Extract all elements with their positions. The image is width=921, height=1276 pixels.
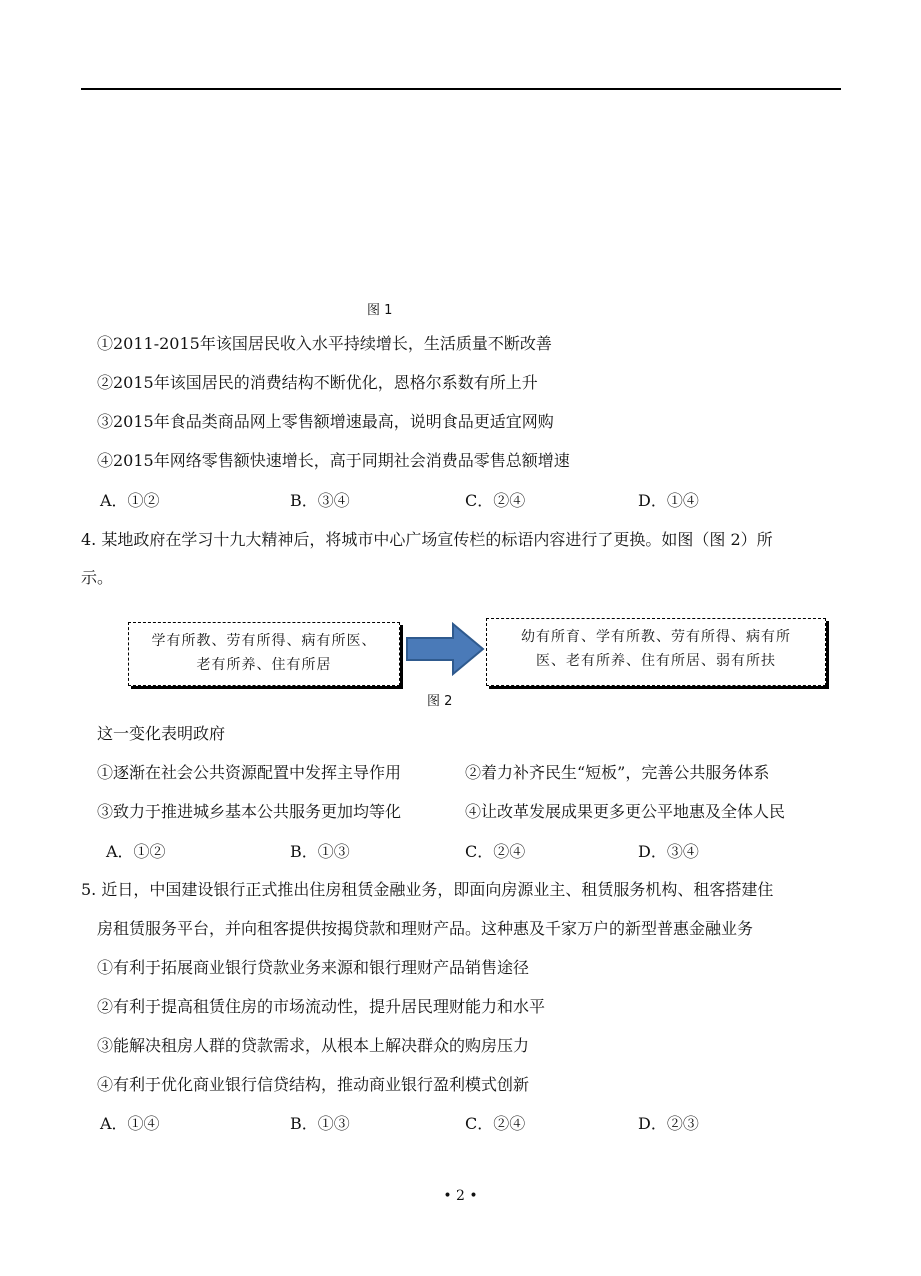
q4-option-c: C．②④: [465, 842, 526, 861]
q4-option-d: D．③④: [638, 842, 699, 861]
q3-statement-2: ②2015年该国居民的消费结构不断优化，恩格尔系数有所上升: [97, 373, 538, 392]
q4-statement-4: ④让改革发展成果更多更公平地惠及全体人民: [465, 802, 786, 821]
q4-statement-2: ②着力补齐民生“短板”，完善公共服务体系: [465, 763, 770, 782]
q3-statement-1: ①2011-2015年该国居民收入水平持续增长，生活质量不断改善: [97, 334, 552, 353]
q3-option-d: D．①④: [638, 491, 699, 510]
slogan-after-line-2: 医、老有所养、住有所居、弱有所扶: [536, 653, 776, 669]
q5-statement-4: ④有利于优化商业银行信贷结构，推动商业银行盈利模式创新: [97, 1075, 530, 1094]
q5-option-a: A．①④: [100, 1114, 160, 1133]
q3-option-a: A．①②: [100, 491, 160, 510]
q4-option-a: A．①②: [106, 842, 166, 861]
q3-option-c: C．②④: [465, 491, 526, 510]
header-rule: [81, 88, 841, 90]
q5-stem-line-1: 5. 近日，中国建设银行正式推出住房租赁金融业务，即面向房源业主、租赁服务机构、租客搭建住: [81, 880, 774, 899]
q4-statement-3: ③致力于推进城乡基本公共服务更加均等化: [97, 802, 402, 821]
q3-statement-3: ③2015年食品类商品网上零售额增速最高，说明食品更适宜网购: [97, 412, 554, 431]
slogan-before-line-2: 老有所养、住有所居: [196, 657, 332, 673]
right-arrow-icon: [405, 622, 485, 676]
page-number: • 2 •: [443, 1188, 478, 1204]
slogan-box-after: [486, 618, 826, 686]
q3-statement-4: ④2015年网络零售额快速增长，高于同期社会消费品零售总额增速: [97, 451, 570, 470]
q5-option-c: C．②④: [465, 1114, 526, 1133]
figure-1-caption: 图 1: [367, 303, 393, 318]
q5-option-d: D．②③: [638, 1114, 699, 1133]
figure-2-caption: 图 2: [427, 694, 453, 709]
q5-option-b: B．①③: [290, 1114, 350, 1133]
q3-option-b: B．③④: [290, 491, 350, 510]
q5-statement-2: ②有利于提高租赁住房的市场流动性，提升居民理财能力和水平: [97, 997, 546, 1016]
q5-stem-line-2: 房租赁服务平台，并向租客提供按揭贷款和理财产品。这种惠及千家万户的新型普惠金融业务: [97, 919, 754, 938]
slogan-before-line-1: 学有所教、劳有所得、病有所医、: [151, 633, 377, 649]
q4-lead: 这一变化表明政府: [97, 724, 226, 743]
q4-statement-1: ①逐渐在社会公共资源配置中发挥主导作用: [97, 763, 402, 782]
slogan-box-before: [128, 622, 400, 686]
q5-statement-3: ③能解决租房人群的贷款需求，从根本上解决群众的购房压力: [97, 1036, 530, 1055]
slogan-after-line-1: 幼有所育、学有所教、劳有所得、病有所: [521, 629, 791, 645]
q4-stem-line-1: 4. 某地政府在学习十九大精神后，将城市中心广场宣传栏的标语内容进行了更换。如图（图 2）所: [81, 530, 773, 549]
q4-option-b: B．①③: [290, 842, 350, 861]
q4-stem-line-2: 示。: [81, 568, 114, 587]
q5-statement-1: ①有利于拓展商业银行贷款业务来源和银行理财产品销售途径: [97, 958, 530, 977]
